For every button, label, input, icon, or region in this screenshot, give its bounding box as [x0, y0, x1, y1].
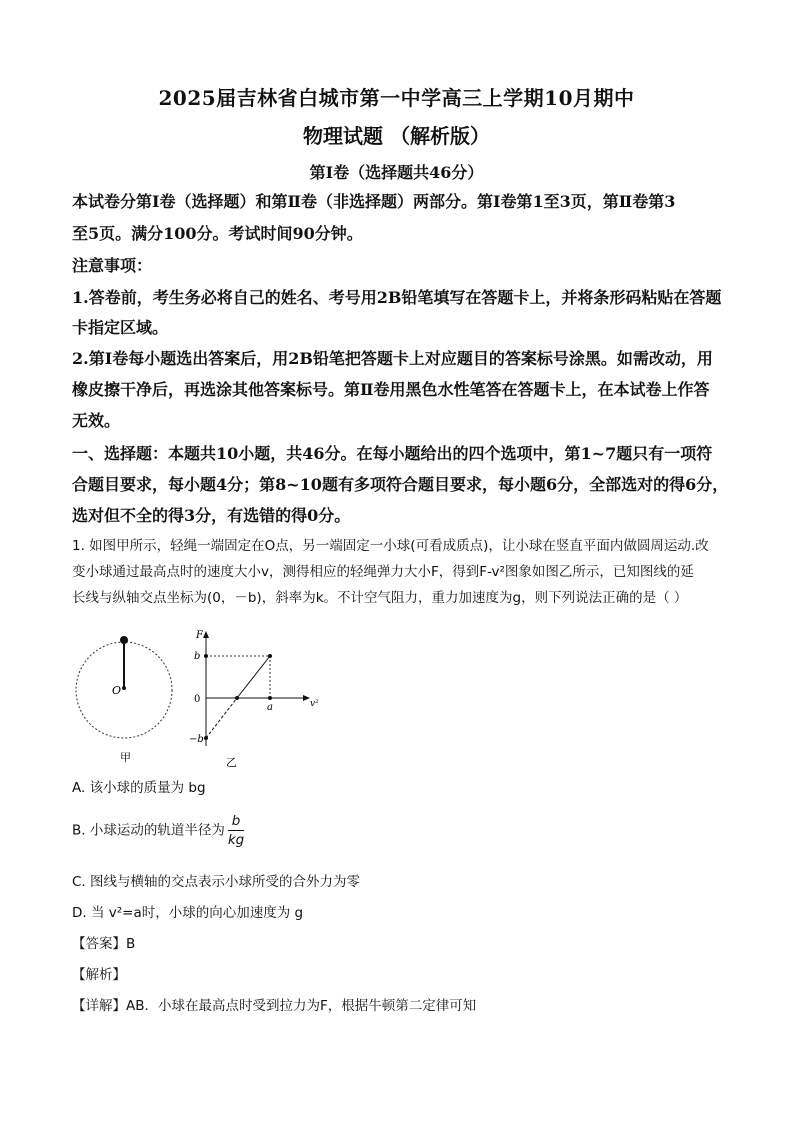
intro-line-2: 至5页。满分100分。考试时间90分钟。 [72, 224, 363, 243]
graph-line-solid [237, 656, 270, 698]
tick-label-neg-b: −b [189, 734, 204, 745]
option-c: C. 图线与横轴的交点表示小球所受的合外力为零 [72, 874, 361, 890]
section-title: 第Ⅰ卷（选择题共46分） [309, 163, 484, 182]
option-b [72, 812, 244, 849]
figure-jia [70, 630, 180, 770]
option-b-denominator: kg [227, 832, 245, 848]
notes-title: 注意事项： [72, 256, 153, 275]
exam-subtitle: 物理试题 （解析版） [303, 124, 490, 148]
detail-line: 【详解】AB．小球在最高点时受到拉力为F，根据牛顿第二定律可知 [72, 998, 477, 1014]
note-2-line-2: 橡皮擦干净后，再选涂其他答案标号。第Ⅱ卷用黑色水性笔答在答题卡上，在本试卷上作答 [72, 380, 710, 399]
note-1-line-1: 1.答卷前，考生务必将自己的姓名、考号用2B铅笔填写在答题卡上，并将条形码粘贴在答题 [72, 288, 722, 307]
ball-icon [120, 636, 128, 644]
note-1-line-2: 卡指定区域。 [72, 318, 169, 337]
figure-jia-caption: 甲 [120, 751, 131, 764]
x-axis-label: v² [310, 699, 319, 709]
question-1-line-2: 变小球通过最高点时的速度大小v，测得相应的轻绳弹力大小F，得到F-v²图象如图乙所示，已知图线的延 [72, 564, 694, 580]
center-label: O [112, 684, 122, 697]
option-d: D. 当 v²=a时，小球的向心加速度为 g [72, 905, 304, 921]
point-neg-b [204, 736, 208, 740]
note-2-line-3: 无效。 [72, 411, 121, 430]
section1-line-3: 选对但不全的得3分，有选错的得0分。 [72, 506, 351, 525]
option-b-fraction [228, 812, 244, 849]
figure-yi-caption: 乙 [226, 756, 237, 769]
y-axis-label: F [196, 630, 203, 641]
answer-line: 【答案】B [72, 936, 136, 952]
option-a: A. 该小球的质量为 bg [72, 780, 206, 796]
option-b-label: B. 小球运动的轨道半径为 [72, 822, 225, 839]
exam-title: 2025届吉林省白城市第一中学高三上学期10月期中 [158, 86, 635, 110]
graph-line-extension [206, 698, 237, 738]
option-b-numerator: b [228, 812, 244, 831]
tick-label-a: a [267, 702, 273, 713]
point-b [204, 654, 208, 658]
section1-line-1: 一、选择题：本题共10小题，共46分。在每小题给出的四个选项中，第1~7题只有一项符 [72, 444, 713, 463]
point-top [268, 654, 272, 658]
figure-yi [186, 628, 326, 773]
analysis-label: 【解析】 [72, 967, 126, 983]
point-x-intercept [235, 696, 239, 700]
question-1-line-3: 长线与纵轴交点坐标为(0，－b)，斜率为k。不计空气阻力，重力加速度为g，则下列说法正确的是（ ） [72, 590, 688, 606]
tick-label-b: b [194, 651, 201, 662]
note-2-line-1: 2.第Ⅰ卷每小题选出答案后，用2B铅笔把答题卡上对应题目的答案标号涂黑。如需改动，用 [72, 349, 713, 368]
intro-line-1: 本试卷分第Ⅰ卷（选择题）和第Ⅱ卷（非选择题）两部分。第Ⅰ卷第1至3页，第Ⅱ卷第3 [72, 192, 676, 211]
section1-line-2: 合题目要求，每小题4分；第8~10题有多项符合题目要求，每小题6分，全部选对的得6分， [72, 475, 729, 494]
question-1-line-1: 1. 如图甲所示，轻绳一端固定在O点，另一端固定一小球(可看成质点)，让小球在竖直平面内做圆周运动.改 [72, 538, 709, 554]
y-axis-arrow-icon [203, 631, 209, 638]
point-a [268, 696, 272, 700]
x-axis-arrow-icon [303, 695, 310, 701]
center-point [122, 686, 126, 690]
tick-label-0: 0 [194, 694, 201, 705]
